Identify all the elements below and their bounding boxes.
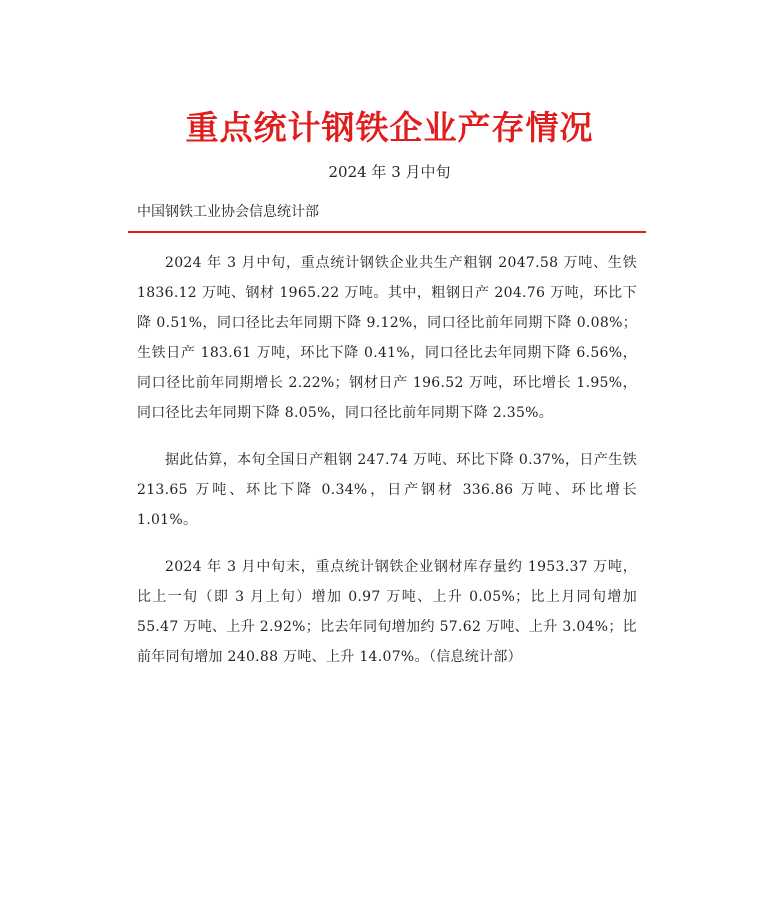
issuing-department: 中国钢铁工业协会信息统计部: [137, 204, 319, 220]
document-title: 重点统计钢铁企业产存情况: [185, 108, 594, 147]
document-date: 2024 年 3 月中旬: [328, 163, 451, 181]
header-divider: [128, 231, 646, 233]
paragraph-inventory: 2024 年 3 月中旬末，重点统计钢铁企业钢材库存量约 1953.37 万吨，比上一旬（即 3 月上旬）增加 0.97 万吨、上升 0.05%；比上月同旬增加 55.47 万吨、上升 2.92%；比去年同旬增加约 57.62 万吨、上升 3.04%；比前年同旬增加 240.88 万吨、上升 14.07%。（信息统计部）: [137, 559, 637, 665]
paragraph-production: 2024 年 3 月中旬，重点统计钢铁企业共生产粗钢 2047.58 万吨、生铁 1836.12 万吨、钢材 1965.22 万吨。其中，粗钢日产 204.76 万吨，环比下降 0.51%，同口径比去年同期下降 9.12%，同口径比前年同期下降 0.08%；生铁日产 183.61 万吨，环比下降 0.41%，同口径比去年同期下降 6.56%，同口径比前年同期增长 2.22%；钢材日产 196.52 万吨，环比增长 1.95%，同口径比去年同期下降 8.05%，同口径比前年同期下降 2.35%。: [137, 255, 637, 421]
document-body: [137, 248, 637, 689]
paragraph-national-estimate: 据此估算，本旬全国日产粗钢 247.74 万吨、环比下降 0.37%，日产生铁 213.65 万吨、环比下降 0.34%，日产钢材 336.86 万吨、环比增长 1.01%。: [137, 452, 637, 528]
